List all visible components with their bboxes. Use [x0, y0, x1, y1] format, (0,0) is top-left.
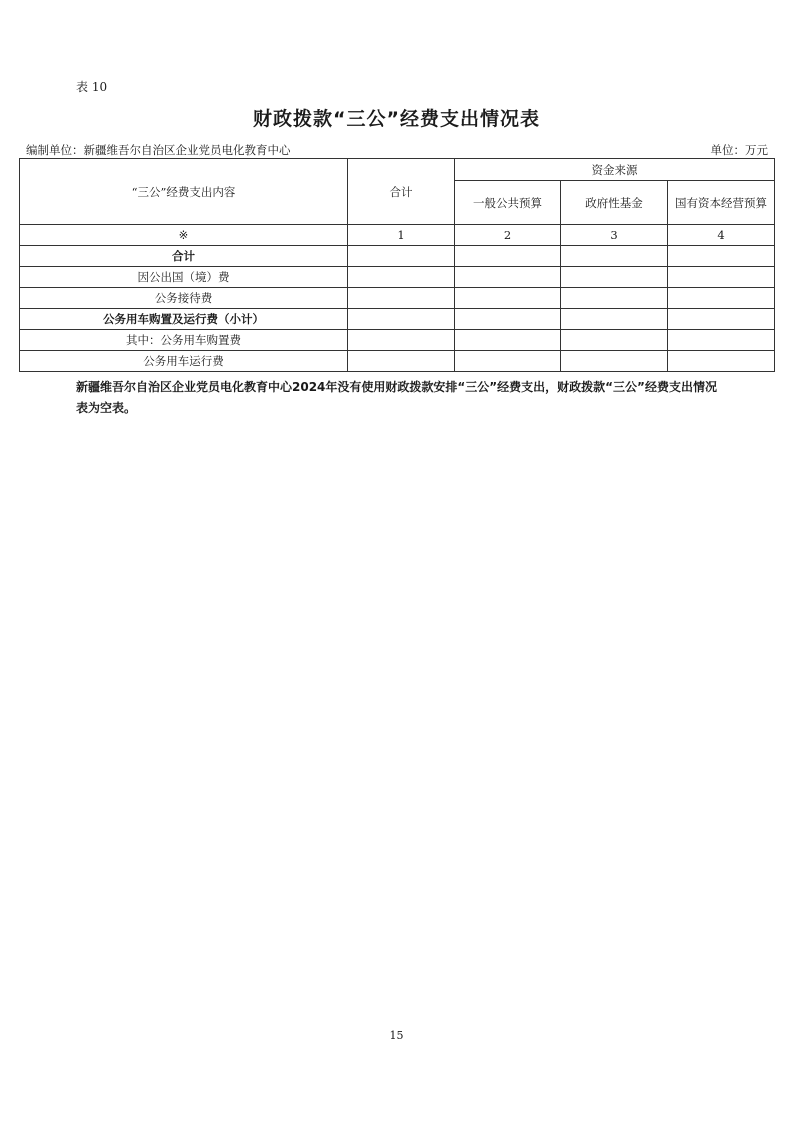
value-cell: [348, 267, 455, 288]
empty-table-note: 新疆维吾尔自治区企业党员电化教育中心2024年没有使用财政拨款安排“三公”经费支出，财政拨款“三公”经费支出情况表为空表。: [76, 380, 717, 415]
value-cell: [668, 330, 775, 351]
value-cell: [561, 309, 668, 330]
value-cell: [348, 288, 455, 309]
value-cell: [668, 246, 775, 267]
unit-line: [26, 142, 768, 158]
table-row: [20, 330, 775, 351]
value-cell: [561, 330, 668, 351]
row-label: 其中：公务用车购置费: [20, 330, 348, 351]
value-cell: [561, 246, 668, 267]
header-item: “三公”经费支出内容: [20, 159, 348, 225]
table-number: 表 10: [76, 80, 108, 94]
table-row: [20, 309, 775, 330]
value-cell: [455, 309, 561, 330]
value-cell: [668, 288, 775, 309]
index-cell: 3: [561, 225, 668, 246]
index-cell: ※: [20, 225, 348, 246]
row-label: 因公出国（境）费: [20, 267, 348, 288]
index-cell: 4: [668, 225, 775, 246]
value-cell: [348, 351, 455, 372]
value-cell: [455, 351, 561, 372]
value-cell: [561, 351, 668, 372]
value-cell: [561, 267, 668, 288]
header-total: 合计: [348, 159, 455, 225]
compiling-unit: 编制单位：新疆维吾尔自治区企业党员电化教育中心: [26, 143, 291, 157]
header-state-capital: 国有资本经营预算: [668, 181, 775, 225]
value-cell: [348, 246, 455, 267]
value-cell: [668, 267, 775, 288]
row-label: 合计: [20, 246, 348, 267]
table-row: [20, 288, 775, 309]
value-cell: [561, 288, 668, 309]
value-cell: [455, 288, 561, 309]
header-government-fund: 政府性基金: [561, 181, 668, 225]
value-cell: [455, 246, 561, 267]
currency-unit: 单位：万元: [710, 143, 768, 157]
table-row: [20, 267, 775, 288]
value-cell: [348, 309, 455, 330]
value-cell: [455, 330, 561, 351]
value-cell: [668, 351, 775, 372]
row-label: 公务用车运行费: [20, 351, 348, 372]
page-number: 15: [389, 1029, 404, 1042]
value-cell: [455, 267, 561, 288]
index-row: [20, 225, 775, 246]
index-cell: 1: [348, 225, 455, 246]
expenditure-table: [19, 158, 775, 372]
index-cell: 2: [455, 225, 561, 246]
page-title: 财政拨款“三公”经费支出情况表: [253, 108, 540, 130]
table-row: [20, 246, 775, 267]
table-row: [20, 351, 775, 372]
row-label: 公务接待费: [20, 288, 348, 309]
header-funding-source: 资金来源: [455, 159, 775, 181]
value-cell: [348, 330, 455, 351]
value-cell: [668, 309, 775, 330]
header-general-budget: 一般公共预算: [455, 181, 561, 225]
row-label: 公务用车购置及运行费（小计）: [20, 309, 348, 330]
